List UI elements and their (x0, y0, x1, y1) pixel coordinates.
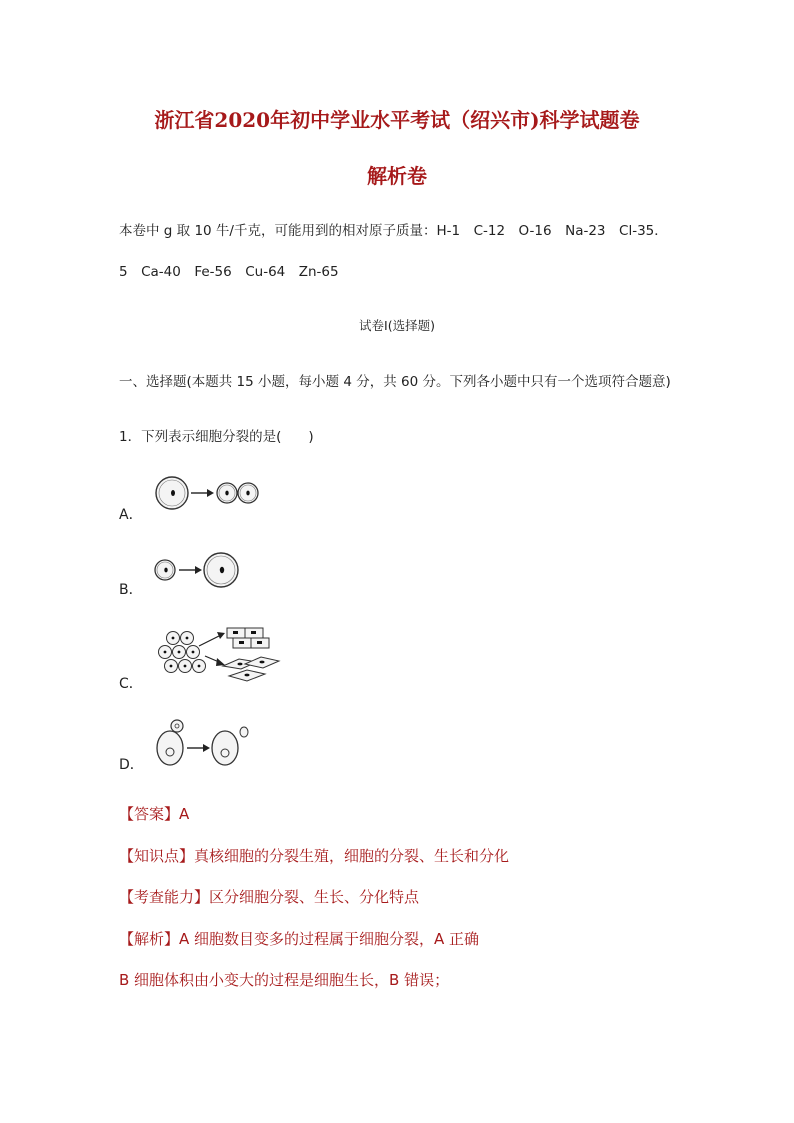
option-c-label: C． (119, 676, 143, 692)
option-b-label: B． (119, 582, 143, 598)
page-subtitle: 解析卷 (367, 164, 427, 188)
knowledge-point-line: 【知识点】真核细胞的分裂生殖，细胞的分裂、生长和分化 (119, 847, 510, 865)
answer-line: 【答案】A (119, 805, 190, 823)
intro-line-2: 5 Ca-40 Fe-56 Cu-64 Zn-65 (119, 264, 339, 280)
option-d-figure (153, 716, 253, 768)
option-b-figure (153, 551, 243, 591)
option-a-label: A． (119, 507, 143, 523)
option-d-label: D． (119, 757, 144, 773)
paper-section-label: 试卷Ⅰ(选择题) (359, 318, 435, 333)
intro-line-1: 本卷中 g 取 10 牛/千克，可能用到的相对原子质量：H-1 C-12 O-16 Na-23 Cl-35． (119, 223, 668, 239)
question-1-text: 1．下列表示细胞分裂的是( ) (119, 429, 314, 445)
explanation-line-2: B 细胞体积由小变大的过程是细胞生长，B 错误； (119, 971, 450, 989)
option-c-figure (153, 626, 283, 686)
explanation-line: 【解析】A 细胞数目变多的过程属于细胞分裂，A 正确 (119, 930, 480, 948)
page-title: 浙江省2020年初中学业水平考试（绍兴市)科学试题卷 (154, 108, 640, 132)
option-a-figure (153, 474, 259, 514)
section-instructions: 一、选择题(本题共 15 小题，每小题 4 分，共 60 分。下列各小题中只有一个选项符合题意) (119, 374, 671, 390)
ability-line: 【考查能力】区分细胞分裂、生长、分化特点 (119, 888, 420, 906)
